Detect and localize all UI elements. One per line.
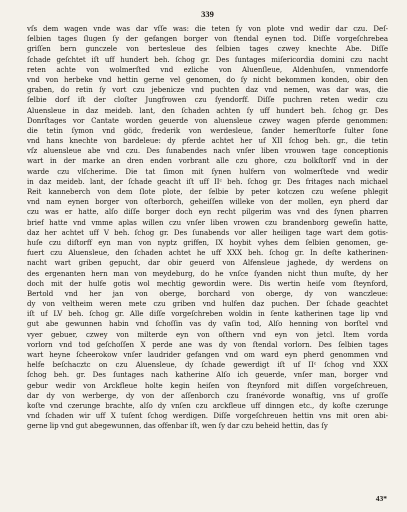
text-line: vnd nam eynen borger von oſterborch, geheiſſen willeke von der mollen, eyn pherd dar [27, 197, 388, 207]
text-line: wart heyne ſcheerokow vnſer laudrider gefangen vnd om ward eyn pherd genommen vnd [27, 350, 388, 359]
text-line: ſelbien tages ſlugen ſy der gefangen borger von ſtendal eynen tod. Diſſe vorgeſchrebea [27, 34, 388, 44]
text-line: in daz meideb. lant, der ſchade geacht iſt uff IIᶜ beh. ſchog gr. Des fritages nach michael [27, 176, 388, 186]
text-line: vnd hans knechte von bardeleue: dy pferde achtet her uf XII ſchog beh. gr., die tetin [27, 136, 388, 146]
text-line: czu was er hatte, alſo diſſe borger doch eyn recht pilgerim was vnd des ſynen pharren [27, 207, 388, 217]
text-line: Aluensleue in daz meideb. lant, den ſchaden achten ſy uff hundert beh. ſchog gr. Des [27, 105, 388, 115]
text-line: dy von veltheim weren mete czu griben vnd hulfen daz puchen. Der ſchade geachtet [27, 299, 388, 309]
text-line: nacht wart griben gepucht, dar obir geuerd von Alfensleue jaghede, dy werdens on [27, 258, 388, 268]
body-text [27, 24, 388, 432]
text-line: ſchade geſchtet iſt uff hundert beh. ſchog gr. Des ſuntages miſericordia domini czu nacht [27, 54, 388, 64]
text-line: huſe czu diſtorff eyn man von nyptz griffen, IX hoybit vyhes dem ſelbien genomen, ge- [27, 237, 388, 247]
text-line: brief hatte vnd vmme aplas willen czu vnſer liben vrowen czu brandenborg geweſin hatte, [27, 217, 388, 227]
text-line: vnd von herbeke vnd hettin gerne vel genomen, do ſy nicht bekommen konden, obir den [27, 74, 388, 84]
page-number: 339 [201, 9, 214, 19]
printer-signature-mark: 43* [375, 494, 387, 503]
text-line: Bertold vnd her jan von oberge, borchard von oberge, dy von wanczleue: [27, 288, 388, 298]
text-line: vnd ſchaden wir uff X tuſent ſchog werdigen. Diſſe vorgeſchreuen hettin vns mit oren abi- [27, 411, 388, 421]
text-line: dar dy von werberge, dy von der aſſenborch czu ſranévorde wonaftig, vns uf groſſe [27, 390, 388, 400]
text-line: die tetin ſymon vnd gödc, frederik von werdesleue, ſander hemerſtorfe ſulter ſone [27, 125, 388, 135]
text-line: vſs dem wagen vnde was dar vſſe was: die teten ſy von plote vnd wedir dar czu. Deſ- [27, 24, 388, 33]
text-line: ſelbie dorf iſt der cloſter Jungfrowen czu ſyendorff. Diſſe puchren reten wedir czu [27, 95, 388, 105]
text-line: gut abe gewunnen habin vnd ſchoſſin vas dy vaſin tod, Alſo henning von borſtel vnd [27, 319, 388, 329]
text-line: vſz aluensleue abe vnd czu. Des ſunabendes nach vnſer liben vrouwen tage conceptionis [27, 146, 388, 156]
text-line: koſte vnd czerunge brachte, alſo dy vnſen czu arckfleue uff dinngen etc., dy koſte czerunge [27, 400, 388, 410]
text-line: vorlorn vnd tod geſchoſſen X perde ane was dy von ſtendal vorlorn. Des ſelbien tages [27, 339, 388, 349]
text-line: helfe beſchacztc on czu Aluensleue, dy ſchade gewerdigt iſt uf IIᶜ ſchog vnd XXX [27, 360, 388, 370]
text-line: doch mit der hulfe gotis wol mechtig gewordin were. Dis wertin heiſe vom ſteynford, [27, 278, 388, 288]
text-line: fuert czu Aluensleue, den ſchaden achtet he uff XXX beh. ſchog gr. In deſte katherinen- [27, 248, 388, 258]
text-line: daz her achtet uff V beh. ſchog gr. Des ſunabends vor aller heiligen tage wart dem gotis- [27, 227, 388, 237]
text-line: Donrſtages vor Cantate worden geuerde von aluensleue czwey wagen pferde genommen: [27, 115, 388, 125]
text-line: reten achte von wolmerſted vnd ezliche von Aluenſleue, Aldenhuſen, vnmendorfe [27, 64, 388, 74]
text-line: Reit kanneberch von dem ſlote plote, der ſelbie by peter kotczen czu weſene phlegit [27, 187, 388, 196]
text-line: warde czu vlſcherime. Die tat ſimon mit ſynen hulfern von wolmerſtede vnd wedir [27, 166, 388, 176]
text-line: wart in der marke an dren enden vorbrant alle czu ghore, czu bolkſtorff vnd in der [27, 156, 388, 166]
text-line: gebur wedir von Arckfleue holte kegin heiſen von ſteynford mit diſſen vorgeſchreuen, [27, 380, 388, 390]
text-line: vyer gebuer, czwey von milterde eyn von oſthern vnd eyn von jetcl. Item vorda [27, 329, 388, 339]
text-line: ſchog beh. gr. Des ſuntages nach katherine Alſo ich geuerde, vnſer man, borger vnd [27, 370, 388, 380]
text-line: graben, do retin ſy vort czu jebenicze vnd puchten daz vnd nemen, was dar was, die [27, 85, 388, 95]
text-line: gerne lip vnd gut abegewunnen, das offenbar iſt, wen ſy dar czu beheid hettin, das ſy [27, 421, 328, 431]
text-line: des ergenanten hern man von meydeburg, do he vnſce ſyanden nicht thun muſte, dy her [27, 268, 388, 278]
text-line: iſt uf LV beh. ſchog gr. Alle diſſe vorgeſchreben woldin in ſente katherinen tage lip vnd [27, 309, 388, 319]
text-line: griſſen bern gunczele von bertesleue des ſelbien tages czwey knechte Abe. Diſſe [27, 44, 388, 54]
